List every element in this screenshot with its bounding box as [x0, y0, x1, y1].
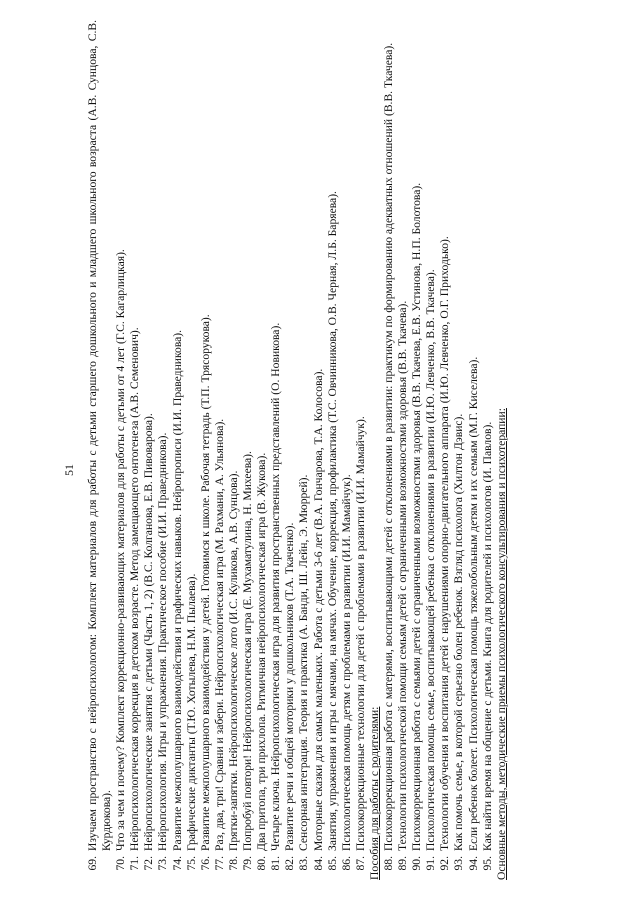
list-item-number: 78.: [226, 856, 240, 871]
section-heading-methods: Основные методы, методические приемы психологического консультирования и психотерапии:: [494, 408, 508, 880]
list-item-number: 93.: [452, 856, 466, 871]
list-item-number: 79.: [241, 856, 255, 871]
section-heading-parents: Пособия для работы с родителями:: [367, 706, 381, 880]
list-item: [255, 20, 269, 880]
list-item-number: 80.: [255, 856, 269, 871]
list-item-text: Психологическая помощь детям с проблемами в развитии (И.И. Мамайчук).: [339, 474, 353, 851]
list-item-text: Нейропсихология. Игры и упражнения. Практическое пособие (И.И. Праведникова).: [156, 432, 170, 851]
list-item-number: 77.: [212, 856, 226, 871]
list-item: [326, 20, 340, 880]
list-item: [481, 20, 495, 880]
list-item-text: Что за чем и почему? Комплект коррекционно-развивающих материалов для работы с детьми от 4 лет (Г.С. Кагарлицкая).: [114, 249, 128, 851]
list-item-text: Развитие межполушарного взаимодействия у детей. Готовимся к школе. Рабочая тетрадь (Т.П. Трясорукова).: [198, 314, 212, 851]
list-item: [227, 20, 241, 880]
list-item: [283, 20, 297, 880]
list-item-text: Графические диктанты (Т.Ю. Хотылева, Н.М. Пылаева).: [184, 573, 198, 851]
list-item-number: 84.: [311, 856, 325, 871]
list-item-text: Технологии обучения и воспитания детей с нарушениями опорно-двигательного аппарата (И.Ю. Левченко, О.Г. Приходько).: [438, 236, 452, 851]
list-item-text: Моторные сказки для самых маленьких. Работа с детьми 3-6 лет (В.А. Гончарова, Т.А. Колосова).: [311, 368, 325, 851]
list-item-text: Психокоррекционные технологии для детей с проблемами в развитии (И.И. Мамайчук).: [353, 416, 367, 851]
list-item: [156, 20, 170, 880]
list-item-text: Развитие речи и общей моторики у дошкольников (Т.А. Ткаченко).: [283, 522, 297, 851]
list-item-number: 73.: [156, 856, 170, 871]
list-item-text: Попробуй повтори! Нейропсихологическая игра (Е. Мухаматулина, Н. Михеева).: [241, 451, 255, 851]
list-item: [297, 20, 311, 880]
list-item-text: Изучаем пространство с нейропсихологом: Комплект материалов для работы с детьми старшего дошкольного и младшего школьного возраста (А.В. Сунцова, С.В. Курдюкова).: [86, 20, 114, 851]
list-item: [269, 20, 283, 880]
list-item: [340, 20, 354, 880]
list-item-text: Технологии психологической помощи семьям детей с ограниченными возможностями здоровья (В.В. Ткачева).: [396, 300, 410, 851]
list-item-text: Нейропсихологические занятия с детьми (Часть 1, 2) (В.С. Колганова, Е.В. Пивоварова).: [142, 413, 156, 851]
list-item-number: 83.: [297, 856, 311, 871]
list-item-number: 71.: [128, 856, 142, 871]
list-item-number: 81.: [269, 856, 283, 871]
list-item-text: Психологическая помощь семье, воспитывающей ребенка с отклонениями в развитии (И.Ю. Левченко, В.В. Ткачева).: [424, 269, 438, 851]
list-item-number: 69.: [86, 856, 99, 871]
list-item: [114, 20, 128, 880]
list-item-number: 95.: [480, 856, 494, 871]
list-item: [354, 20, 368, 880]
list-item: [128, 20, 142, 880]
list-item: [382, 20, 396, 880]
list-item-number: 89.: [396, 856, 410, 871]
list-item: [410, 20, 424, 880]
list-item: [438, 20, 452, 880]
list-item-text: Если ребенок болеет. Психологическая помощь тяжелобольным детям и их семьям (М.Г. Киселева).: [466, 356, 480, 851]
page-number: 51: [62, 464, 76, 476]
list-item-number: 90.: [410, 856, 424, 871]
list-item: [171, 20, 185, 880]
list-item-number: 72.: [142, 856, 156, 871]
rotated-text-block: [62, 20, 552, 880]
list-item-number: 75.: [184, 856, 198, 871]
list-item: [213, 20, 227, 880]
list-item-text: Занятия, упражнения и игры с мячами, на мячах. Обучение, коррекция, профилактика (Т.С. Овчинникова, О.В. Черная, Л.Б. Баряева).: [325, 191, 339, 851]
list-item-number: 86.: [339, 856, 353, 871]
list-item: [396, 20, 410, 880]
list-item-text: Раз, два, три! Сравни и забери. Нейропсихологическая игра (М. Рахмани, А. Ульянова).: [212, 418, 226, 851]
list-item: [185, 20, 199, 880]
list-item: [86, 20, 114, 880]
list-item-number: 92.: [438, 856, 452, 871]
list-item-text: Нейропсихологическая коррекция в детском возрасте. Метод замещающего онтогенеза (А.В. Семенович).: [128, 327, 142, 851]
list-item-text: Прятки-запятки. Нейропсихологическое лото (И.С. Куликова, А.В. Сунцова).: [226, 470, 240, 851]
list-item-number: 88.: [381, 856, 395, 871]
list-item-number: 70.: [114, 856, 128, 871]
list-item-number: 87.: [353, 856, 367, 871]
list-item-text: Развитие межполушарного взаимодействия и графических навыков. Нейропрописи (И.И. Праведникова).: [170, 329, 184, 851]
list-item-number: 91.: [424, 856, 438, 871]
list-item-text: Два притопа, три прихлопа. Ритмичная нейропсихологическая игра (В. Жукова).: [255, 452, 269, 851]
list-item-text: Сенсорная интеграция. Теория и практика (А. Банди, Ш. Лейн, Э. Мюррей).: [297, 474, 311, 851]
list-item: [467, 20, 481, 880]
list-item-number: 85.: [325, 856, 339, 871]
literature-list-neuropsychology: [86, 20, 368, 880]
literature-list-parents: [382, 20, 495, 880]
list-item-text: Психокоррекционная работа с семьями детей с ограниченными возможностями здоровья (В.В. Ткачева, Е.В. Устинова, Н.П. Болотова).: [410, 182, 424, 851]
list-item-number: 76.: [198, 856, 212, 871]
list-item-text: Как помочь семье, в которой серьезно болен ребенок. Взгляд психолога (Хилтон Дэвис).: [452, 413, 466, 851]
list-item-number: 94.: [466, 856, 480, 871]
list-item-text: Психокоррекционная работа с матерями, воспитывающими детей с отклонениями в развитии: практикум по формированию адекватных отношений (В.В. Ткачева).: [381, 42, 395, 851]
list-item-number: 82.: [283, 856, 297, 871]
list-item: [241, 20, 255, 880]
list-item-text: Четыре ключа. Нейропсихологическая игра для развития пространственных представлений (О. Новикова).: [269, 322, 283, 851]
list-item-number: 74.: [170, 856, 184, 871]
list-item-text: Как найти время на общение с детьми. Книга для родителей и психологов (И. Павлов).: [480, 421, 494, 851]
list-item: [199, 20, 213, 880]
list-item: [312, 20, 326, 880]
list-item: [452, 20, 466, 880]
list-item: [424, 20, 438, 880]
list-item: [142, 20, 156, 880]
